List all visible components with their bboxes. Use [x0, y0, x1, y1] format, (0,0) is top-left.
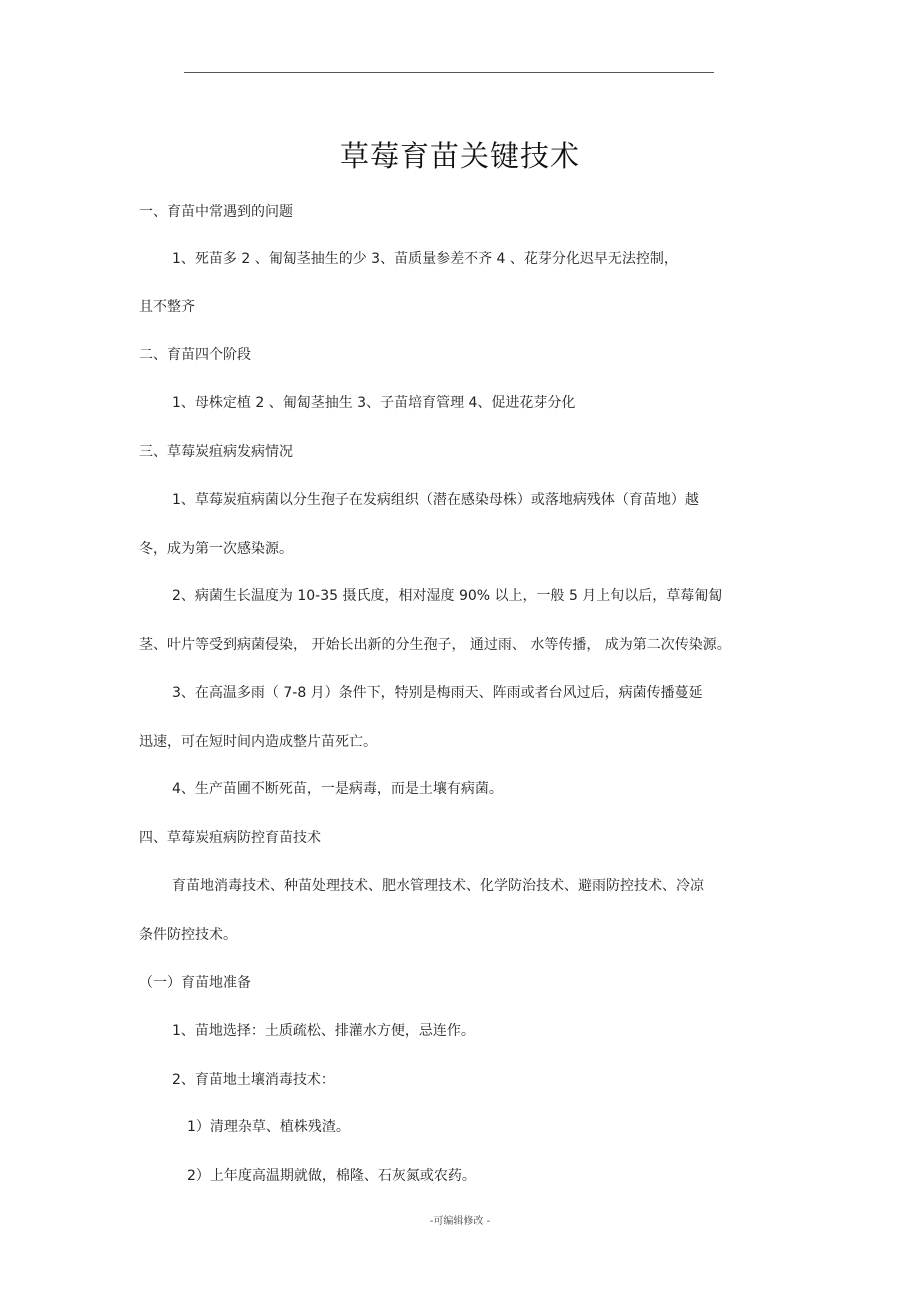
page-footer: -可编辑修改 -: [429, 1216, 491, 1227]
section-heading-2: 二、育苗四个阶段: [139, 347, 251, 363]
paragraph-line: 条件防控技术。: [139, 927, 237, 943]
paragraph-line: 且不整齐: [139, 299, 195, 315]
section-heading-3: 三、草莓炭疽病发病情况: [139, 444, 293, 460]
header-rule: [184, 72, 714, 73]
paragraph-line: 2、病菌生长温度为 10-35 摄氏度，相对湿度 90% 以上，一般 5 月上旬以后，草莓匍匐: [172, 588, 723, 604]
paragraph-line: 育苗地消毒技术、种苗处理技术、肥水管理技术、化学防治技术、避雨防控技术、冷凉: [172, 878, 704, 894]
paragraph-line: 1、草莓炭疽病菌以分生孢子在发病组织（潜在感染母株）或落地病残体（育苗地）越: [172, 492, 699, 508]
paragraph-line: 1、死苗多 2 、匍匐茎抽生的少 3、苗质量参差不齐 4 、花芽分化迟早无法控制，: [172, 251, 678, 267]
subsection-heading: （一）育苗地准备: [139, 975, 251, 991]
list-item: 2）上年度高温期就做，棉隆、石灰氮或农药。: [187, 1168, 476, 1184]
paragraph-line: 1、苗地选择：土质疏松、排灌水方便，忌连作。: [172, 1023, 475, 1039]
paragraph-line: 茎、叶片等受到病菌侵染， 开始长出新的分生孢子， 通过雨、 水等传播， 成为第二次传染源。: [139, 637, 731, 653]
document-title: 草莓育苗关键技术: [339, 139, 580, 173]
paragraph-line: 迅速，可在短时间内造成整片苗死亡。: [139, 734, 377, 750]
list-item: 1）清理杂草、植株残渣。: [187, 1119, 350, 1135]
section-heading-4: 四、草莓炭疽病防控育苗技术: [139, 830, 321, 846]
section-heading-1: 一、育苗中常遇到的问题: [139, 204, 293, 220]
paragraph-line: 4、生产苗圃不断死苗，一是病毒，而是土壤有病菌。: [172, 781, 503, 797]
paragraph-line: 冬，成为第一次感染源。: [139, 541, 293, 557]
paragraph-line: 1、母株定植 2 、匍匐茎抽生 3、子苗培育管理 4、促进花芽分化: [172, 395, 576, 411]
paragraph-line: 2、育苗地土壤消毒技术：: [172, 1072, 335, 1088]
paragraph-line: 3、在高温多雨（ 7-8 月）条件下，特别是梅雨天、阵雨或者台风过后，病菌传播蔓延: [172, 685, 703, 701]
